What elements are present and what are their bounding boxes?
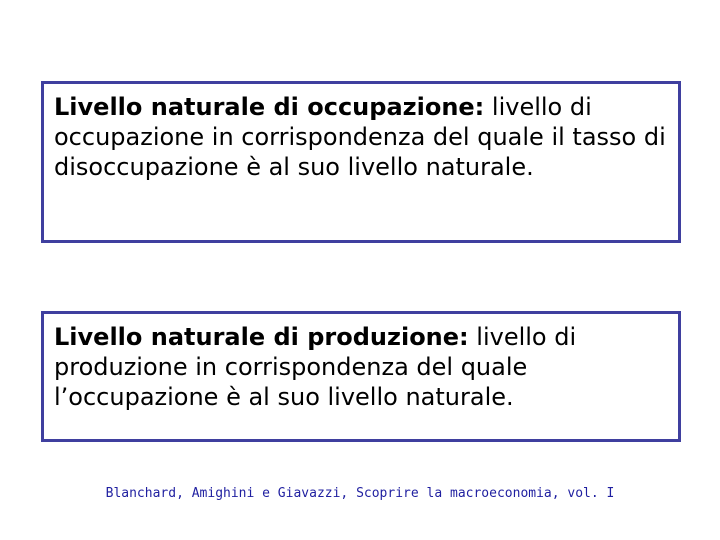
definition-box-natural-employment — [41, 81, 681, 243]
definition-text: livello di occupazione in corrispondenza del quale il tasso di disoccupazione è al suo livello naturale. — [54, 93, 666, 181]
definition-text: livello di produzione in corrispondenza del quale l’occupazione è al suo livello naturale. — [54, 323, 577, 411]
definition-term: Livello naturale di produzione: — [54, 323, 469, 351]
definition-box-natural-output — [41, 311, 681, 442]
source-citation: Blanchard, Amighini e Giavazzi, Scoprire la macroeconomia, vol. I — [105, 486, 615, 501]
definition-term: Livello naturale di occupazione: — [54, 93, 485, 121]
